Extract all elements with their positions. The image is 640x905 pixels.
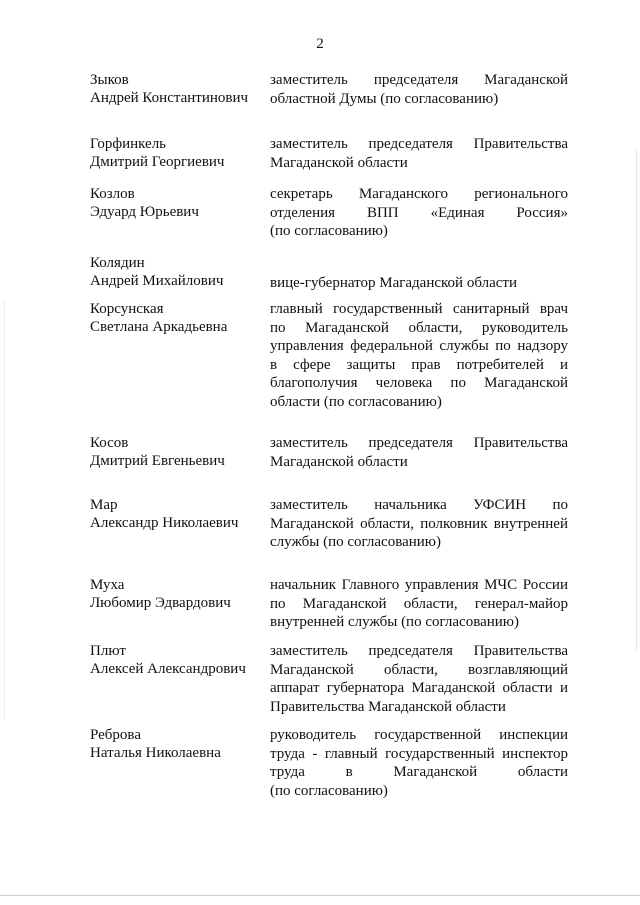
member-name: [90, 254, 265, 290]
member-name: [90, 434, 265, 470]
member-surname: Плют: [90, 643, 126, 659]
member-given-names: Любомир Эдвардович: [90, 595, 231, 611]
member-role: [270, 434, 568, 471]
role-line: заместитель председателя Правительства: [270, 136, 568, 152]
role-line: по Магаданской области, генерал-майор: [270, 595, 568, 612]
member-given-names: Алексей Александрович: [90, 661, 246, 677]
scan-artifact: [4, 300, 5, 720]
role-line: труда - главный государственный инспектор: [270, 745, 568, 762]
page-number: 2: [316, 36, 324, 52]
member-surname: Мар: [90, 497, 118, 513]
role-line: руководитель государственной инспекции: [270, 727, 568, 743]
member-surname: Муха: [90, 577, 125, 593]
role-line: секретарь Магаданского регионального: [270, 186, 568, 202]
role-line: вице-губернатор Магаданской области: [270, 275, 517, 291]
role-line: заместитель председателя Магаданской: [270, 72, 568, 88]
role-line: (по согласованию): [270, 223, 388, 239]
member-surname: Колядин: [90, 255, 145, 271]
member-given-names: Светлана Аркадьевна: [90, 319, 228, 335]
member-name: [90, 71, 265, 107]
role-line: начальник Главного управления МЧС России: [270, 577, 568, 593]
member-name: [90, 135, 265, 171]
member-role: [270, 726, 568, 800]
role-line: отделения ВПП «Единая Россия»: [270, 204, 568, 221]
member-surname: Корсунская: [90, 301, 164, 317]
member-surname: Козлов: [90, 186, 135, 202]
scan-artifact: [0, 895, 640, 896]
scan-artifact: [636, 150, 637, 650]
member-given-names: Андрей Михайлович: [90, 273, 224, 289]
role-line: Магаданской области: [270, 453, 408, 470]
role-line: заместитель начальника УФСИН по: [270, 497, 568, 513]
member-surname: Косов: [90, 435, 129, 451]
member-role: [270, 576, 568, 632]
role-line: Магаданской области, полковник внутренней: [270, 515, 568, 532]
member-given-names: Андрей Константинович: [90, 90, 249, 106]
role-line: (по согласованию): [270, 782, 388, 799]
member-role: [270, 274, 568, 293]
member-name: [90, 496, 265, 532]
role-line: заместитель председателя Правительства: [270, 643, 568, 659]
role-line: Магаданской области: [270, 154, 408, 171]
member-given-names: Дмитрий Евгеньевич: [90, 453, 225, 469]
member-name: [90, 185, 265, 221]
role-line: аппарат губернатора Магаданской области и: [270, 680, 568, 696]
role-line: областной Думы (по согласованию): [270, 90, 499, 107]
member-role: [270, 642, 568, 716]
role-line: заместитель председателя Правительства: [270, 435, 568, 451]
member-given-names: Александр Николаевич: [90, 515, 239, 531]
role-line: области (по согласованию): [270, 393, 442, 410]
member-name: [90, 642, 265, 678]
member-surname: Зыков: [90, 72, 129, 88]
role-line: управления федеральной службы по надзору: [270, 338, 568, 354]
role-line: Правительства Магаданской области: [270, 698, 506, 715]
member-surname: Горфинкель: [90, 136, 167, 152]
member-name: [90, 576, 265, 612]
member-role: [270, 185, 568, 241]
role-line: Магаданской области, возглавляющий: [270, 661, 568, 678]
role-line: службы (по согласованию): [270, 534, 441, 550]
member-role: [270, 135, 568, 172]
member-given-names: Эдуард Юрьевич: [90, 204, 199, 220]
role-line: благополучия человека по Магаданской: [270, 375, 568, 391]
member-surname: Реброва: [90, 727, 141, 743]
member-name: [90, 726, 265, 762]
role-line: внутренней службы (по согласованию): [270, 614, 519, 630]
member-name: [90, 300, 265, 336]
member-given-names: Наталья Николаевна: [90, 745, 221, 761]
role-line: в сфере защиты прав потребителей и: [270, 356, 568, 373]
role-line: главный государственный санитарный врач: [270, 301, 568, 317]
role-line: труда в Магаданской области: [270, 764, 568, 780]
member-role: [270, 300, 568, 411]
member-role: [270, 71, 568, 108]
role-line: по Магаданской области, руководитель: [270, 319, 568, 336]
member-given-names: Дмитрий Георгиевич: [90, 154, 225, 170]
member-role: [270, 496, 568, 552]
